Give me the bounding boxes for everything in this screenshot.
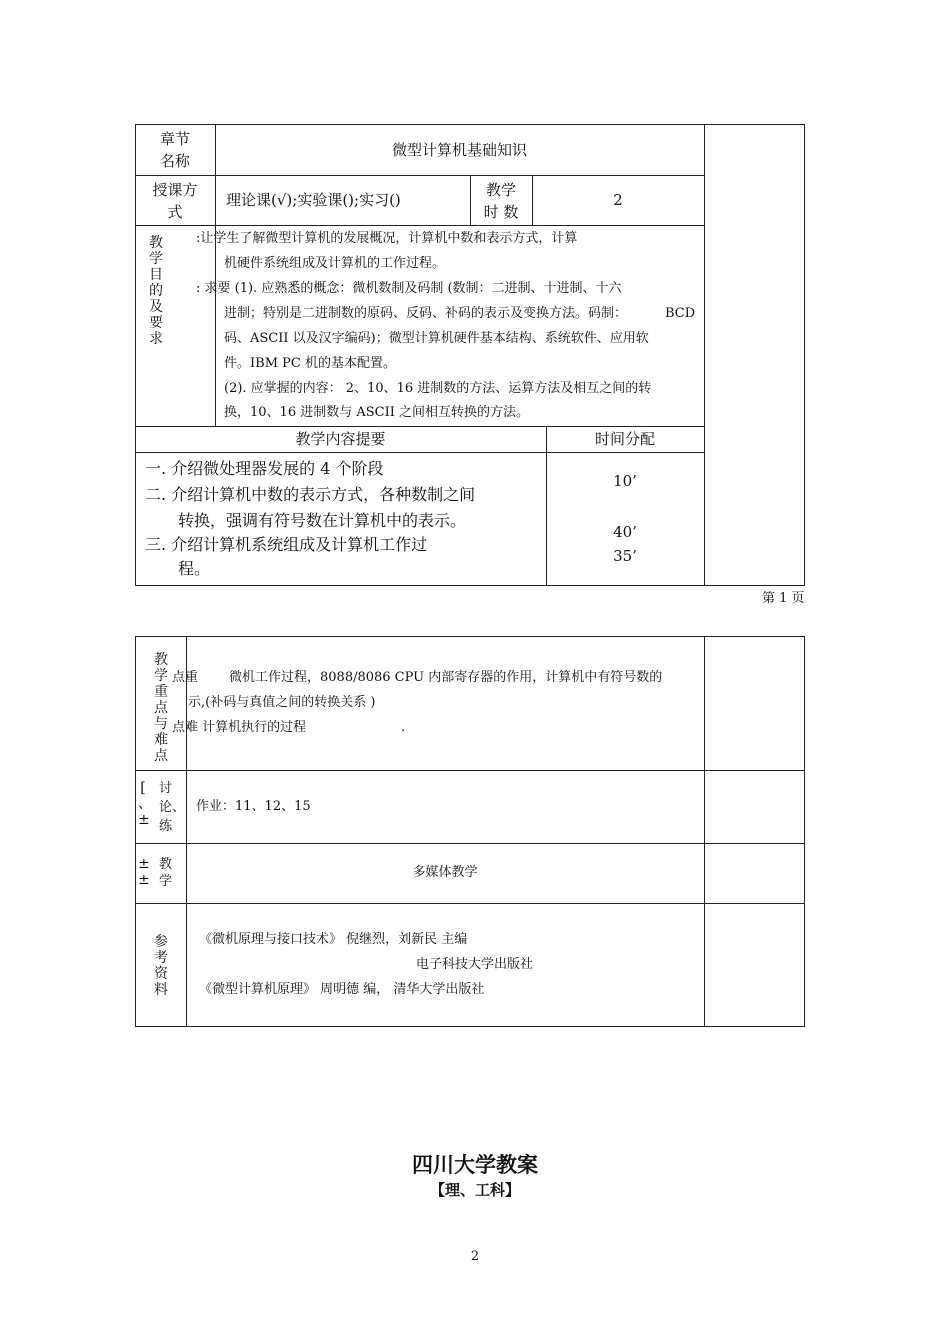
goal-line-6: 件。IBM PC 机的基本配置。 xyxy=(224,356,396,371)
reference-line-1: 《微机原理与接口技术》 倪继烈，刘新民 主编 xyxy=(199,932,468,947)
hours-label-line-1: 教学 xyxy=(485,181,516,199)
row-divider-3 xyxy=(135,426,704,427)
chapter-label-line-1: 章节 xyxy=(159,130,190,148)
document-subtitle: 【理、工科】 xyxy=(429,1181,520,1199)
key-points-line-2: 示,(补码与真值之间的转换关系 ) xyxy=(188,695,376,710)
key-points-label: 教学重点与难点 xyxy=(154,652,168,764)
discuss-side-marks: [ 、 ± xyxy=(138,780,152,828)
t2-label-column-divider xyxy=(186,636,187,1027)
goal-line-7: (2). 应掌握的内容： 2、10、16 进制数的方法、运算方法及相互之间的转 xyxy=(224,381,652,396)
reference-line-3: 《微型计算机原理》 周明德 编， 清华大学出版社 xyxy=(199,982,485,997)
t2-row-divider-1 xyxy=(135,770,805,771)
goal-line-2: 机硬件系统组成及计算机的工作过程。 xyxy=(224,256,446,271)
time-value-2: 40’ xyxy=(613,523,637,541)
content-line-3: 转换，强调有符号数在计算机中的表示。 xyxy=(178,511,467,530)
content-header: 教学内容提要 xyxy=(295,430,386,448)
method-label-line-2: 式 xyxy=(167,203,183,221)
discuss-label-line-2: 论、 xyxy=(159,800,186,815)
time-value-1: 10’ xyxy=(613,472,637,490)
page-number-label: 第 1 页 xyxy=(762,591,805,606)
row-divider-1 xyxy=(135,175,704,176)
media-value: 多媒体教学 xyxy=(412,865,478,880)
method-label-line-1: 授课方 xyxy=(152,181,198,199)
references-label: 参考资料 xyxy=(154,934,168,998)
goal-line-1: :让学生了解微型计算机的发展概况，计算机中数和表示方式，计算 xyxy=(196,231,578,246)
t2-row-divider-3 xyxy=(135,903,805,904)
key-points-line-3: 点难 计算机执行的过程 xyxy=(172,720,307,735)
content-line-5: 程。 xyxy=(178,559,211,578)
time-value-3: 35’ xyxy=(613,547,637,565)
row-divider-2 xyxy=(135,225,704,226)
goal-line-5: 码、ASCII 以及汉字编码)；微型计算机硬件基本结构、系统软件、应用软 xyxy=(224,331,649,346)
t2-row-divider-2 xyxy=(135,843,805,844)
hours-value: 2 xyxy=(613,191,623,209)
footer-page-number: 2 xyxy=(470,1249,480,1264)
row-divider-4 xyxy=(135,452,704,453)
key-points-line-1: 微机工作过程，8088/8086 CPU 内部寄存器的作用，计算机中有符号数的 xyxy=(229,670,663,685)
goal-line-4: 进制；特别是二进制数的原码、反码、补码的表示及变换方法。码制： xyxy=(224,306,628,321)
chapter-name: 微型计算机基础知识 xyxy=(391,141,527,159)
label-column-divider xyxy=(215,124,216,426)
goal-line-3: : 求要 (1). 应熟悉的概念：微机数制及码制 (数制：二进制、十进制、十六 xyxy=(196,281,622,296)
goal-line-8: 换，10、16 进制数与 ASCII 之间相互转换的方法。 xyxy=(224,405,529,420)
media-label-line-2: 学 xyxy=(159,874,173,889)
discuss-label-line-3: 练 xyxy=(159,819,173,834)
reference-line-2: 电子科技大学出版社 xyxy=(416,957,534,972)
chapter-label-line-2: 名称 xyxy=(159,152,190,170)
method-value: 理论课(√);实验课();实习() xyxy=(226,191,401,209)
content-line-2: 二. 介绍计算机中数的表示方式，各种数制之间 xyxy=(145,485,476,504)
goal-label: 教学目的及要求 xyxy=(149,235,163,347)
t2-right-margin-divider xyxy=(704,636,705,1027)
key-points-dot: . xyxy=(401,720,406,735)
content-line-1: 一. 介绍微处理器发展的 4 个阶段 xyxy=(145,459,384,478)
content-line-4: 三. 介绍计算机系统组成及计算机工作过 xyxy=(145,535,428,554)
homework-value: 作业：11、12、15 xyxy=(196,799,311,814)
time-header: 时间分配 xyxy=(594,430,655,448)
discuss-label-line-1: 讨 xyxy=(159,781,173,796)
hours-label-line-2: 时 数 xyxy=(483,203,519,221)
media-label-line-1: 教 xyxy=(159,857,173,872)
goal-bcd: BCD xyxy=(665,306,696,321)
document-title: 四川大学教案 xyxy=(412,1153,538,1177)
right-margin-column-divider xyxy=(704,124,705,586)
media-side-marks: ± ± xyxy=(138,856,150,888)
key-points-prefix: 点重 xyxy=(172,670,199,685)
